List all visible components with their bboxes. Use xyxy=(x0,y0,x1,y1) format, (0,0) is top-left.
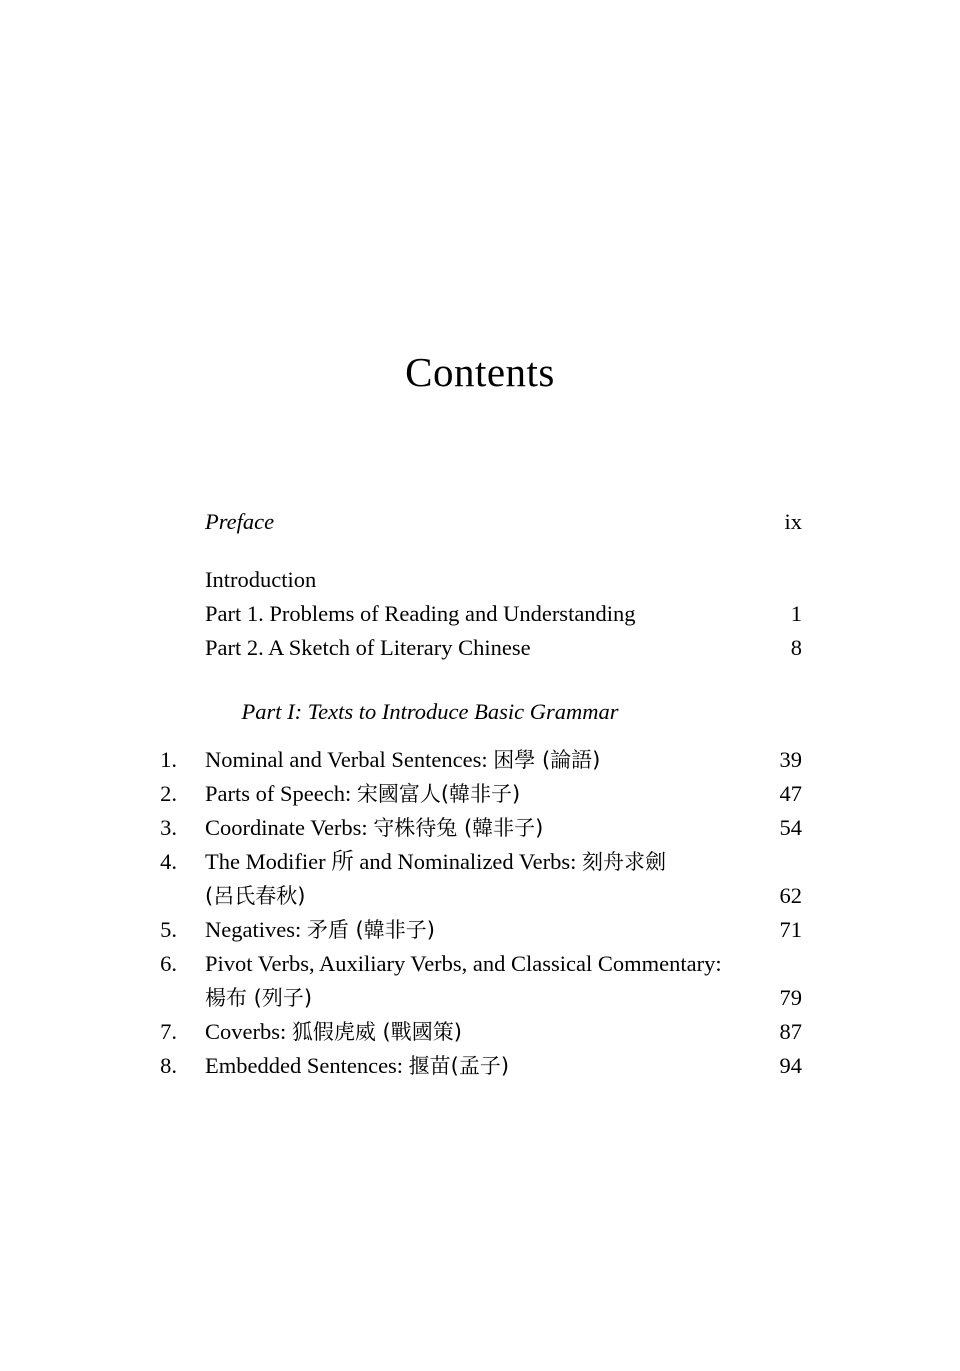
toc-entry-number: 6. xyxy=(160,951,177,976)
toc-page-number: 8 xyxy=(790,635,802,660)
toc-entry-6[interactable] xyxy=(0,947,960,981)
toc-page-number: 71 xyxy=(779,917,802,942)
toc-entry-title-cjk: 矛盾 (韓非子) xyxy=(306,918,435,942)
toc-entry-number: 3. xyxy=(160,815,177,840)
toc-entry-label xyxy=(205,913,435,947)
toc-entry-continuation-cjk: 楊布 (列子) xyxy=(205,986,313,1010)
toc-entry-title-en: The Modifier 所 and Nominalized Verbs: xyxy=(205,849,582,874)
toc-entry-1[interactable] xyxy=(0,743,960,777)
toc-entry-part-1[interactable] xyxy=(0,597,960,631)
toc-page-number: 54 xyxy=(779,815,802,840)
toc-entry-title-en: Pivot Verbs, Auxiliary Verbs, and Classical Commentary: xyxy=(205,951,722,976)
toc-entry-title-cjk: 守株待兔 (韓非子) xyxy=(373,816,544,840)
toc-page-number: 39 xyxy=(779,747,802,772)
toc-entry-label: Part 2. A Sketch of Literary Chinese xyxy=(205,635,531,660)
toc-entry-title-en: Coverbs: xyxy=(205,1019,292,1044)
toc-entry-4[interactable] xyxy=(0,845,960,879)
toc-section-heading: Part I: Texts to Introduce Basic Grammar xyxy=(241,699,619,724)
table-of-contents xyxy=(0,505,960,1083)
toc-entry-7[interactable] xyxy=(0,1015,960,1049)
toc-entry-label: Part 1. Problems of Reading and Understanding xyxy=(205,601,636,626)
toc-entry-number: 1. xyxy=(160,747,177,772)
toc-entry-number: 2. xyxy=(160,781,177,806)
toc-entry-label xyxy=(205,743,600,777)
toc-entry-label: Preface xyxy=(205,509,275,534)
toc-page-number: 47 xyxy=(779,781,802,806)
toc-page-number: 87 xyxy=(779,1019,802,1044)
toc-entry-title-cjk: 揠苗(孟子) xyxy=(408,1054,510,1078)
toc-entry-label xyxy=(205,1049,509,1083)
toc-entry-6-continuation[interactable] xyxy=(0,981,960,1015)
toc-entry-label xyxy=(205,811,543,845)
toc-entry-label: Introduction xyxy=(205,567,317,592)
toc-page-number: ix xyxy=(784,509,802,534)
toc-entry-label xyxy=(205,947,722,981)
toc-page-number: 94 xyxy=(779,1053,802,1078)
toc-page-number: 1 xyxy=(790,601,802,626)
toc-entry-title-en: Nominal and Verbal Sentences: xyxy=(205,747,494,772)
toc-entry-8[interactable] xyxy=(0,1049,960,1083)
toc-entry-title-cjk: 宋國富人(韓非子) xyxy=(356,782,521,806)
toc-entry-preface[interactable] xyxy=(0,505,960,539)
toc-page-number: 62 xyxy=(779,883,802,908)
toc-entry-part-2[interactable] xyxy=(0,631,960,665)
toc-entry-label xyxy=(205,777,520,811)
toc-entry-number: 8. xyxy=(160,1053,177,1078)
toc-entry-title-cjk: 狐假虎威 (戰國策) xyxy=(291,1020,462,1044)
toc-entry-title-en: Negatives: xyxy=(205,917,307,942)
toc-entry-2[interactable] xyxy=(0,777,960,811)
toc-entry-number: 7. xyxy=(160,1019,177,1044)
toc-entry-number: 4. xyxy=(160,849,177,874)
toc-entry-continuation-cjk: (呂氏春秋) xyxy=(205,884,306,908)
toc-entry-title-en: Embedded Sentences: xyxy=(205,1053,409,1078)
toc-entry-5[interactable] xyxy=(0,913,960,947)
toc-entry-number: 5. xyxy=(160,917,177,942)
toc-entry-title-en: Parts of Speech: xyxy=(205,781,357,806)
toc-entry-label xyxy=(205,845,666,879)
toc-entry-title-cjk: 刻舟求劍 xyxy=(582,850,666,874)
page-title: Contents xyxy=(405,349,555,395)
toc-entry-3[interactable] xyxy=(0,811,960,845)
toc-entry-introduction[interactable] xyxy=(0,563,960,597)
toc-entry-title-en: Coordinate Verbs: xyxy=(205,815,374,840)
toc-page-number: 79 xyxy=(779,985,802,1010)
toc-entry-4-continuation[interactable] xyxy=(0,879,960,913)
toc-entry-label xyxy=(205,1015,462,1049)
toc-entry-title-cjk: 困學 (論語) xyxy=(493,748,601,772)
